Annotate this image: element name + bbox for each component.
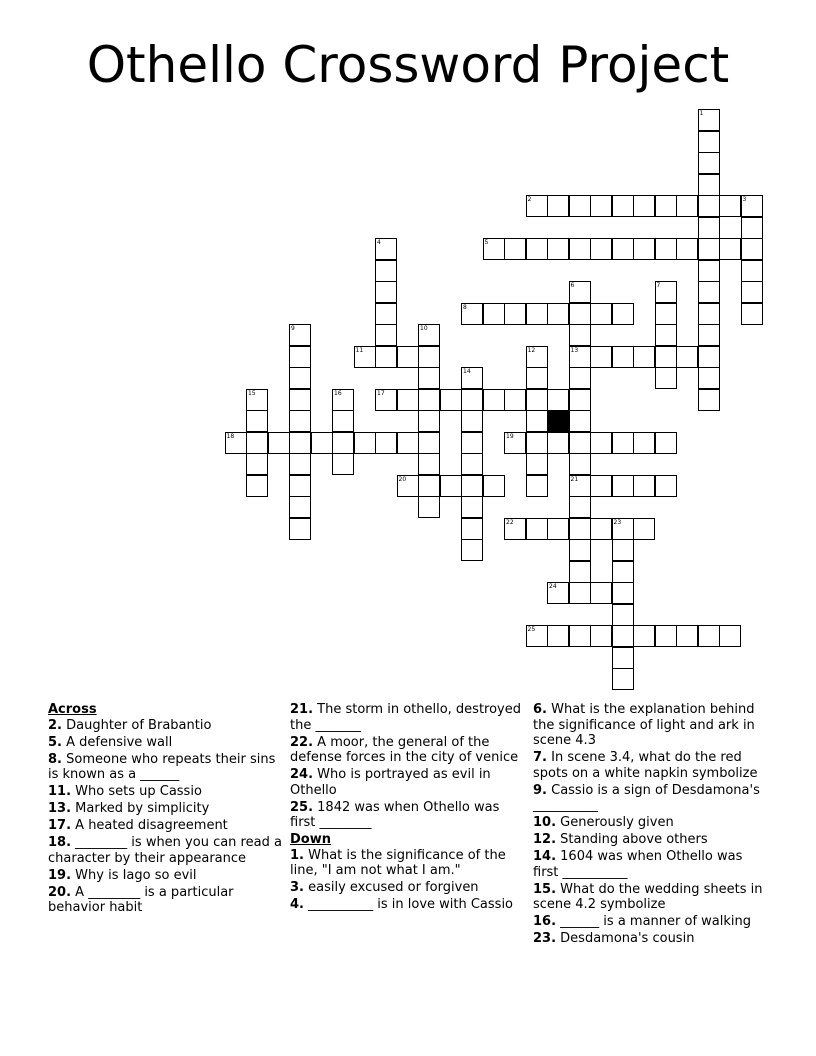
grid-cell[interactable] [526, 432, 548, 454]
grid-cell[interactable] [504, 518, 526, 540]
grid-cell[interactable] [676, 238, 698, 260]
clue-item-text: easily excused or forgiven [303, 880, 479, 895]
grid-cell[interactable] [698, 389, 720, 411]
grid-cell[interactable] [590, 475, 612, 497]
clue-item-text: Who is portrayed as evil in Othello [290, 767, 491, 798]
grid-cell[interactable] [375, 281, 397, 303]
clue-number: 4 [377, 239, 381, 246]
grid-cell[interactable] [676, 346, 698, 368]
grid-cell[interactable] [655, 195, 677, 217]
clue-item [533, 914, 769, 930]
grid-cell[interactable] [504, 238, 526, 260]
grid-cell[interactable] [526, 238, 548, 260]
grid-cell[interactable] [418, 410, 440, 432]
grid-cell[interactable] [590, 238, 612, 260]
clue-number: 5 [484, 239, 489, 246]
grid-cell[interactable] [655, 303, 677, 325]
clue-item-number: 19. [48, 867, 72, 883]
grid-cell[interactable] [719, 238, 741, 260]
clue-item [48, 835, 284, 866]
clue-item [290, 897, 526, 913]
clue-item [533, 750, 769, 781]
clue-number: 24 [549, 583, 557, 590]
grid-cell[interactable] [633, 238, 655, 260]
clue-item-text: Desdamona's cousin [556, 931, 695, 946]
grid-cell[interactable] [268, 432, 290, 454]
grid-cell[interactable] [590, 518, 612, 540]
grid-cell[interactable] [354, 432, 376, 454]
grid-cell[interactable] [569, 561, 591, 583]
clue-item [48, 868, 284, 884]
grid-cell[interactable] [590, 625, 612, 647]
grid-cell[interactable] [655, 324, 677, 346]
grid-cell[interactable] [375, 324, 397, 346]
grid-cell[interactable] [590, 303, 612, 325]
clue-item [290, 880, 526, 896]
grid-cell[interactable] [633, 432, 655, 454]
grid-cell[interactable] [612, 195, 634, 217]
grid-cell[interactable] [246, 453, 268, 475]
grid-cell[interactable] [526, 625, 548, 647]
grid-cell[interactable] [547, 195, 569, 217]
grid-cell[interactable] [633, 475, 655, 497]
grid-cell[interactable] [526, 195, 548, 217]
grid-cell[interactable] [461, 496, 483, 518]
grid-cell[interactable] [547, 582, 569, 604]
grid-cell[interactable] [461, 367, 483, 389]
grid-cell[interactable] [569, 389, 591, 411]
grid-cell[interactable] [397, 346, 419, 368]
grid-cell[interactable] [590, 582, 612, 604]
black-cell [547, 410, 569, 432]
clue-item [533, 702, 769, 749]
clue-item-text: Daughter of Brabantio [61, 717, 212, 733]
grid-cell[interactable] [741, 260, 763, 282]
grid-cell[interactable] [526, 453, 548, 475]
grid-cell[interactable] [655, 475, 677, 497]
grid-cell[interactable] [289, 496, 311, 518]
page-title: Othello Crossword Project [86, 36, 730, 94]
grid-cell[interactable] [504, 303, 526, 325]
grid-cell[interactable] [569, 303, 591, 325]
clue-item [48, 801, 284, 817]
grid-cell[interactable] [547, 238, 569, 260]
grid-cell[interactable] [698, 238, 720, 260]
grid-cell[interactable] [332, 389, 354, 411]
grid-cell[interactable] [633, 518, 655, 540]
grid-cell[interactable] [547, 432, 569, 454]
grid-cell[interactable] [332, 410, 354, 432]
clue-item [533, 882, 769, 913]
clue-item-text: Who sets up Cassio [71, 784, 202, 799]
clue-item-number: 3. [290, 880, 304, 895]
clue-number: 25 [527, 626, 536, 633]
grid-cell[interactable] [633, 346, 655, 368]
grid-cell[interactable] [590, 432, 612, 454]
clue-item-number: 14. [533, 849, 557, 864]
grid-cell[interactable] [569, 324, 591, 346]
grid-cell[interactable] [741, 217, 763, 239]
grid-cell[interactable] [569, 195, 591, 217]
clue-item-number: 7. [533, 750, 547, 765]
grid-cell[interactable] [655, 367, 677, 389]
clue-item [290, 767, 526, 798]
grid-cell[interactable] [547, 303, 569, 325]
grid-cell[interactable] [461, 539, 483, 561]
grid-cell[interactable] [612, 346, 634, 368]
grid-cell[interactable] [461, 389, 483, 411]
grid-cell[interactable] [676, 195, 698, 217]
clue-number: 1 [699, 110, 704, 117]
grid-cell[interactable] [397, 432, 419, 454]
clue-item [48, 784, 284, 800]
grid-cell[interactable] [397, 475, 419, 497]
clue-item-number: 16. [533, 914, 557, 929]
clue-item-number: 1. [290, 847, 304, 863]
grid-cell[interactable] [569, 518, 591, 540]
grid-cell[interactable] [547, 518, 569, 540]
grid-cell[interactable] [741, 238, 763, 260]
grid-cell[interactable] [504, 389, 526, 411]
grid-cell[interactable] [418, 367, 440, 389]
grid-cell[interactable] [354, 346, 376, 368]
clue-number: 22 [506, 518, 514, 526]
clue-item-text: Marked by simplicity [71, 801, 210, 816]
clue-item-text: A moor, the general of the defense forces in the city of venice [290, 734, 519, 765]
grid-cell[interactable] [612, 475, 634, 497]
clue-item-number: 4. [290, 897, 304, 912]
grid-cell[interactable] [418, 389, 440, 411]
clue-item [48, 735, 284, 751]
grid-cell[interactable] [246, 410, 268, 432]
clue-item-number: 18. [48, 835, 72, 850]
clue-item-number: 5. [48, 734, 62, 750]
grid-cell[interactable] [225, 432, 247, 454]
clue-item-text: A ________ is a particular behavior habit [48, 884, 234, 915]
grid-cell[interactable] [655, 281, 677, 303]
clue-item-text: Someone who repeats their sins is known as a ______ [48, 751, 276, 782]
grid-cell[interactable] [375, 432, 397, 454]
clue-number: 16 [334, 389, 342, 397]
clue-item-text: A defensive wall [61, 734, 173, 750]
clue-item [290, 735, 526, 766]
clue-item [533, 815, 769, 831]
grid-cell[interactable] [504, 432, 526, 454]
grid-cell[interactable] [547, 625, 569, 647]
clue-number: 9 [291, 325, 295, 332]
grid-cell[interactable] [526, 518, 548, 540]
grid-cell[interactable] [461, 410, 483, 432]
grid-cell[interactable] [311, 432, 333, 454]
grid-cell[interactable] [655, 346, 677, 368]
grid-cell[interactable] [612, 539, 634, 561]
grid-cell[interactable] [719, 195, 741, 217]
grid-cell[interactable] [590, 346, 612, 368]
clue-item-number: 13. [48, 801, 72, 816]
clue-item [48, 718, 284, 734]
grid-cell[interactable] [676, 625, 698, 647]
clue-number: 13 [570, 346, 579, 354]
clue-item-number: 15. [533, 881, 557, 897]
clue-item-text: Cassio is a sign of Desdamona's __________ [533, 782, 760, 813]
grid-cell[interactable] [698, 281, 720, 303]
clue-item-text: Standing above others [556, 832, 708, 847]
grid-cell[interactable] [569, 367, 591, 389]
grid-cell[interactable] [569, 625, 591, 647]
clue-item-number: 11. [48, 784, 72, 799]
grid-cell[interactable] [375, 346, 397, 368]
clue-item-number: 24. [290, 767, 314, 782]
clue-number: 6 [570, 282, 575, 289]
clue-number: 23 [613, 518, 622, 526]
grid-cell[interactable] [418, 496, 440, 518]
grid-cell[interactable] [289, 432, 311, 454]
grid-cell[interactable] [698, 195, 720, 217]
grid-cell[interactable] [289, 389, 311, 411]
grid-cell[interactable] [741, 195, 763, 217]
grid-cell[interactable] [332, 432, 354, 454]
clue-item [48, 752, 284, 783]
grid-cell[interactable] [289, 453, 311, 475]
grid-cell[interactable] [418, 475, 440, 497]
grid-cell[interactable] [461, 432, 483, 454]
grid-cell[interactable] [633, 195, 655, 217]
clue-item-text: What do the wedding sheets in scene 4.2 symbolize [533, 881, 763, 912]
clue-item-text: What is the significance of the line, "I am not what I am." [290, 847, 506, 878]
grid-cell[interactable] [698, 625, 720, 647]
clue-item-text: A heated disagreement [71, 818, 228, 833]
clue-number: 11 [355, 346, 364, 354]
clue-number: 21 [570, 475, 579, 483]
grid-cell[interactable] [612, 561, 634, 583]
grid-cell[interactable] [289, 346, 311, 368]
clue-item [533, 849, 769, 880]
across-heading: Across [48, 702, 97, 717]
grid-cell[interactable] [569, 539, 591, 561]
clue-number: 14 [463, 368, 471, 375]
clue-item-text: __________ is in love with Cassio [303, 897, 514, 912]
grid-cell[interactable] [741, 281, 763, 303]
grid-cell[interactable] [547, 389, 569, 411]
clue-item [290, 800, 526, 831]
clue-number: 7 [656, 282, 661, 289]
clue-number: 3 [742, 196, 747, 203]
grid-cell[interactable] [526, 303, 548, 325]
grid-cell[interactable] [698, 217, 720, 239]
grid-cell[interactable] [698, 367, 720, 389]
grid-cell[interactable] [741, 303, 763, 325]
grid-cell[interactable] [375, 260, 397, 282]
grid-cell[interactable] [590, 195, 612, 217]
grid-cell[interactable] [655, 625, 677, 647]
grid-cell[interactable] [612, 582, 634, 604]
grid-cell[interactable] [483, 475, 505, 497]
grid-cell[interactable] [483, 389, 505, 411]
grid-cell[interactable] [461, 453, 483, 475]
clue-item-number: 8. [48, 751, 62, 767]
grid-cell[interactable] [569, 238, 591, 260]
grid-cell[interactable] [375, 238, 397, 260]
clue-item-text: The storm in othello, destroyed the _______ [290, 702, 521, 733]
grid-cell[interactable] [569, 496, 591, 518]
grid-cell[interactable] [569, 346, 591, 368]
grid-cell[interactable] [289, 367, 311, 389]
clue-item-number: 12. [533, 832, 557, 847]
grid-cell[interactable] [418, 432, 440, 454]
grid-cell[interactable] [569, 281, 591, 303]
clue-number: 20 [398, 475, 407, 483]
grid-cell[interactable] [698, 303, 720, 325]
grid-cell[interactable] [246, 432, 268, 454]
grid-cell[interactable] [375, 389, 397, 411]
clue-item-text: 1604 was when Othello was first __________ [533, 849, 743, 880]
grid-cell[interactable] [719, 625, 741, 647]
clue-item-text: ________ is when you can read a character by their appearance [48, 835, 282, 866]
grid-cell[interactable] [289, 324, 311, 346]
grid-cell[interactable] [698, 109, 720, 131]
clue-item [290, 702, 526, 733]
clue-item-text: Generously given [556, 815, 674, 830]
clue-item-text: Why is Iago so evil [71, 867, 197, 883]
grid-cell[interactable] [483, 303, 505, 325]
grid-cell[interactable] [289, 475, 311, 497]
grid-cell[interactable] [698, 324, 720, 346]
clue-item-text: 1842 was when Othello was first ________ [290, 799, 500, 830]
grid-cell[interactable] [698, 260, 720, 282]
grid-cell[interactable] [526, 389, 548, 411]
grid-cell[interactable] [332, 453, 354, 475]
grid-cell[interactable] [289, 410, 311, 432]
grid-cell[interactable] [246, 475, 268, 497]
grid-cell[interactable] [418, 346, 440, 368]
clue-item [290, 848, 526, 879]
clue-item-text: What is the explanation behind the significance of light and ark in scene 4.3 [533, 702, 755, 748]
clues-column-2 [290, 702, 526, 914]
grid-cell[interactable] [612, 432, 634, 454]
clue-item-text: In scene 3.4, what do the red spots on a white napkin symbolize [533, 750, 758, 781]
clues-column-1 [48, 702, 284, 917]
clue-item-text: ______ is a manner of walking [556, 914, 751, 929]
clue-item-number: 20. [48, 884, 72, 900]
clue-number: 19 [506, 432, 514, 440]
grid-cell[interactable] [461, 303, 483, 325]
grid-cell[interactable] [526, 410, 548, 432]
grid-cell[interactable] [569, 582, 591, 604]
grid-cell[interactable] [289, 518, 311, 540]
grid-cell[interactable] [612, 625, 634, 647]
clue-item-number: 2. [48, 717, 62, 733]
grid-cell[interactable] [569, 432, 591, 454]
clue-item [533, 832, 769, 848]
clue-item-number: 9. [533, 782, 547, 798]
clue-number: 17 [377, 389, 385, 397]
clue-item-number: 23. [533, 931, 557, 946]
clue-item-number: 10. [533, 815, 557, 830]
grid-cell[interactable] [440, 389, 462, 411]
grid-cell[interactable] [526, 346, 548, 368]
clue-item-number: 6. [533, 702, 547, 717]
clue-item-number: 22. [290, 734, 314, 750]
clue-item [48, 885, 284, 916]
grid-cell[interactable] [612, 238, 634, 260]
clue-number: 18 [226, 432, 235, 440]
clue-number: 12 [527, 346, 536, 354]
grid-cell[interactable] [612, 647, 634, 669]
grid-cell[interactable] [246, 389, 268, 411]
clue-item [533, 931, 769, 947]
clue-item-number: 25. [290, 799, 314, 815]
grid-cell[interactable] [612, 303, 634, 325]
grid-cell[interactable] [698, 346, 720, 368]
grid-cell[interactable] [612, 668, 634, 690]
grid-cell[interactable] [698, 174, 720, 196]
grid-cell[interactable] [569, 453, 591, 475]
clue-number: 10 [420, 325, 428, 332]
clue-item [533, 783, 769, 814]
grid-cell[interactable] [375, 303, 397, 325]
grid-cell[interactable] [698, 152, 720, 174]
down-heading: Down [290, 832, 331, 847]
grid-cell[interactable] [526, 367, 548, 389]
grid-cell[interactable] [612, 518, 634, 540]
grid-cell[interactable] [612, 604, 634, 626]
clue-item-number: 21. [290, 702, 314, 717]
clue-number: 15 [248, 389, 256, 397]
grid-cell[interactable] [440, 475, 462, 497]
grid-cell[interactable] [397, 389, 419, 411]
grid-cell[interactable] [526, 475, 548, 497]
clue-number: 8 [463, 303, 467, 311]
grid-cell[interactable] [569, 475, 591, 497]
grid-cell[interactable] [483, 238, 505, 260]
grid-cell[interactable] [655, 432, 677, 454]
grid-cell[interactable] [418, 453, 440, 475]
grid-cell[interactable] [633, 625, 655, 647]
grid-cell[interactable] [569, 410, 591, 432]
clue-number: 2 [527, 196, 532, 203]
grid-cell[interactable] [461, 475, 483, 497]
grid-cell[interactable] [461, 518, 483, 540]
clues-column-3 [533, 702, 769, 948]
grid-cell[interactable] [655, 238, 677, 260]
grid-cell[interactable] [418, 324, 440, 346]
clue-item [48, 818, 284, 834]
clue-item-number: 17. [48, 818, 72, 833]
grid-cell[interactable] [698, 131, 720, 153]
